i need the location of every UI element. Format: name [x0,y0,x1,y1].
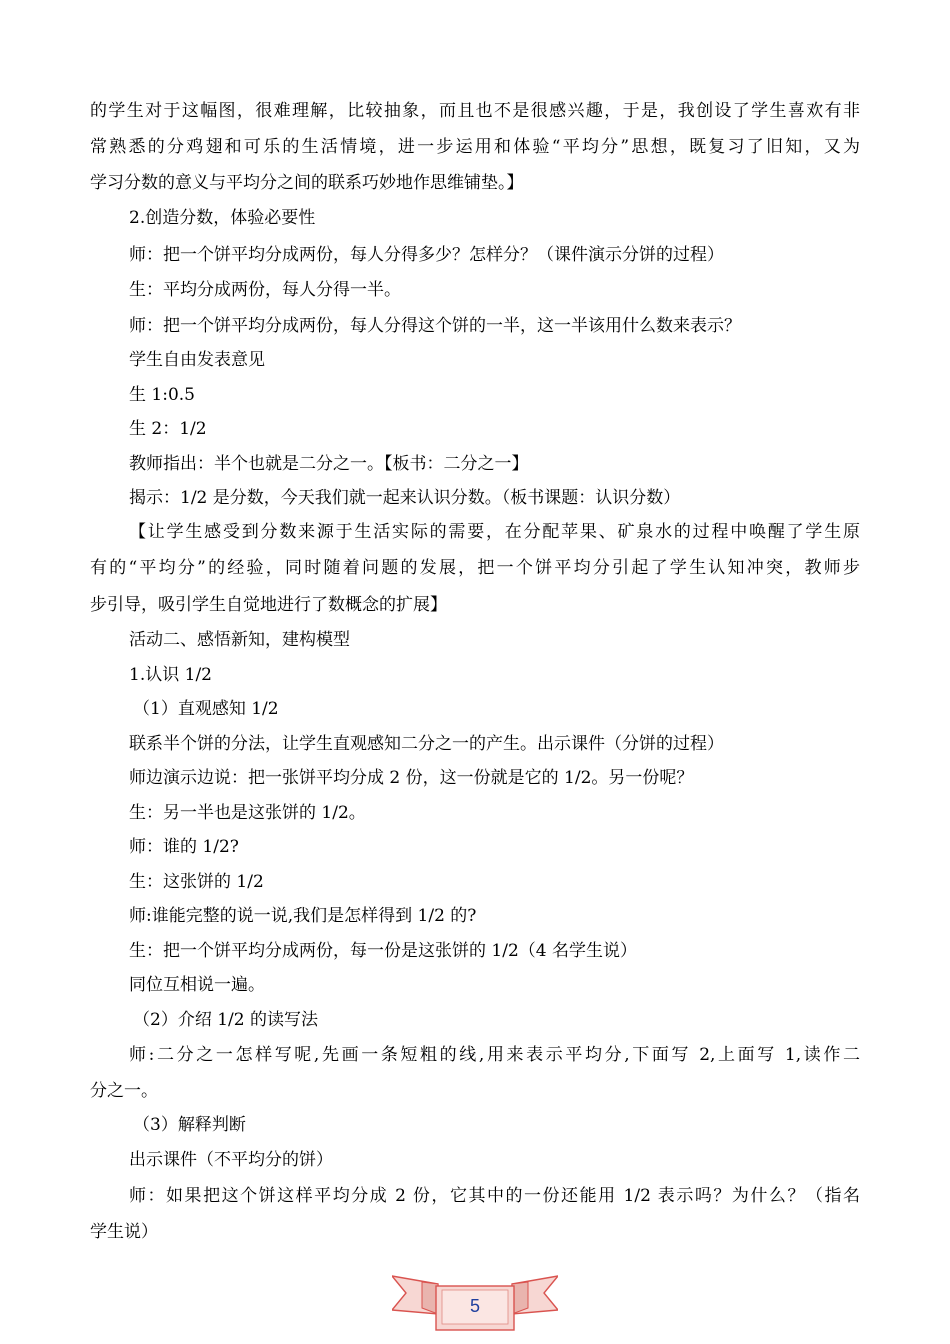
paragraph-line: 联系半个饼的分法，让学生直观感知二分之一的产生。出示课件（分饼的过程） [129,734,724,754]
dialogue-line: 师：把一个饼平均分成两份，每人分得这个饼的一半，这一半该用什么数来表示？ [129,316,741,336]
dialogue-line: 生：把一个饼平均分成两份，每一份是这张饼的 1/2（4 名学生说） [129,941,637,961]
dialogue-line: 师:二分之一怎样写呢,先画一条短粗的线,用来表示平均分,下面写 2,上面写 1,读作二 [129,1045,860,1065]
paragraph-line: 学生自由发表意见 [129,350,265,370]
dialogue-line: 教师指出：半个也就是二分之一。【板书：二分之一】 [129,454,529,474]
section-heading: （3）解释判断 [133,1115,246,1135]
section-heading: 1.认识 1/2 [129,665,212,685]
paragraph-line: 常熟悉的分鸡翅和可乐的生活情境，进一步运用和体验“平均分”思想，既复习了旧知，又为 [90,137,860,157]
paragraph-line: 有的“平均分”的经验，同时随着问题的发展，把一个饼平均分引起了学生认知冲突，教师步 [90,558,860,578]
dialogue-line: 师：如果把这个饼这样平均分成 2 份，它其中的一份还能用 1/2 表示吗？为什么？（指名 [129,1186,860,1206]
dialogue-line: 师：谁的 1/2? [129,837,239,857]
dialogue-line: 生 2：1/2 [129,419,207,439]
dialogue-line: 分之一。 [90,1081,158,1101]
dialogue-line: 师边演示边说：把一张饼平均分成 2 份，这一份就是它的 1/2。另一份呢？ [129,768,694,788]
paragraph-line: 学习分数的意义与平均分之间的联系巧妙地作思维铺垫。】 [90,173,524,193]
section-heading: （1）直观感知 1/2 [133,699,279,719]
page-number-ribbon [392,1270,558,1332]
dialogue-line: 揭示：1/2 是分数，今天我们就一起来认识分数。（板书课题：认识分数） [129,488,681,508]
section-heading: 活动二、感悟新知，建构模型 [129,630,350,650]
section-heading: （2）介绍 1/2 的读写法 [133,1010,318,1030]
paragraph-line: 步引导，吸引学生自觉地进行了数概念的扩展】 [90,595,447,615]
dialogue-line: 学生说） [90,1222,158,1242]
dialogue-line: 生：这张饼的 1/2 [129,872,264,892]
page-number: 5 [469,1296,480,1316]
dialogue-line: 生 1:0.5 [129,385,195,405]
paragraph-line: 的学生对于这幅图，很难理解，比较抽象，而且也不是很感兴趣，于是，我创设了学生喜欢有非 [90,101,860,121]
paragraph-line: 【让学生感受到分数来源于生活实际的需要，在分配苹果、矿泉水的过程中唤醒了学生原 [129,522,860,542]
section-heading: 2.创造分数，体验必要性 [129,208,316,228]
dialogue-line: 师:谁能完整的说一说,我们是怎样得到 1/2 的? [129,906,477,926]
dialogue-line: 师：把一个饼平均分成两份，每人分得多少？怎样分？（课件演示分饼的过程） [129,245,724,265]
paragraph-line: 出示课件（不平均分的饼） [129,1150,333,1170]
paragraph-line: 同位互相说一遍。 [129,975,265,995]
dialogue-line: 生：平均分成两份，每人分得一半。 [129,280,401,300]
dialogue-line: 生：另一半也是这张饼的 1/2。 [129,803,366,823]
